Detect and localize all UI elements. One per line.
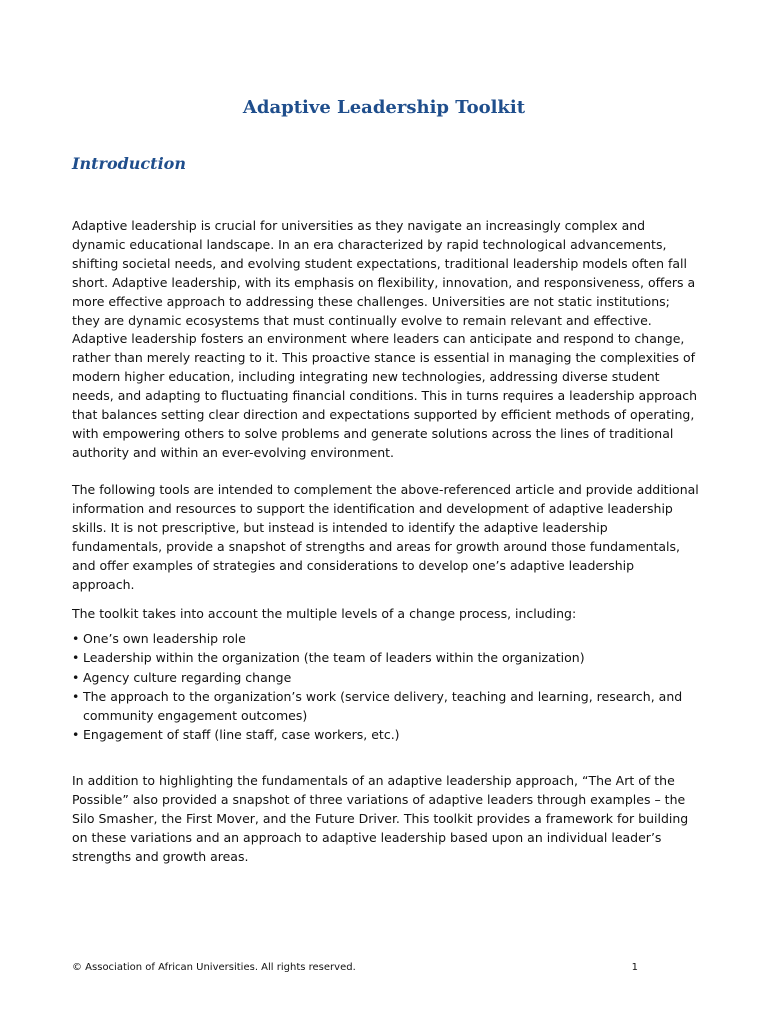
copyright-text: © Association of African Universities. All rights reserved.: [72, 962, 356, 973]
list-item: [72, 687, 700, 726]
bullet-icon: •: [72, 727, 80, 743]
list-item-text: Leadership within the organization (the team of leaders within the organization): [83, 650, 585, 666]
paragraph-toolkit-purpose: The following tools are intended to complement the above-referenced article and provide additional information and resources to support the identification and development of adaptive leadership skills. It is not prescriptive, but instead is intended to identify the adaptive leadership fundamentals, provide a snapshot of strengths and areas for growth around those fundamentals, and offer examples of strategies and considerations to develop one’s adaptive leadership approach.: [72, 482, 699, 592]
list-item-text: Engagement of staff (line staff, case workers, etc.): [83, 727, 400, 743]
list-item: [72, 648, 700, 667]
bullet-icon: •: [72, 650, 80, 666]
list-item-text: One’s own leadership role: [83, 631, 246, 646]
list-item: [72, 725, 700, 744]
bullet-icon: •: [72, 631, 80, 646]
list-item: [72, 629, 700, 648]
paragraph-change-levels-intro: The toolkit takes into account the multiple levels of a change process, including:: [72, 606, 577, 621]
change-levels-list: [72, 629, 700, 745]
list-item: [72, 668, 700, 687]
paragraph-art-of-the-possible: In addition to highlighting the fundamentals of an adaptive leadership approach, “The Art of the Possible” also provided a snapshot of three variations of adaptive leaders through examples – the Silo Smasher, the First Mover, and the Future Driver. This toolkit provides a framework for building on these variations and an approach to adaptive leadership based upon an individual leader’s strengths and growth areas.: [72, 773, 689, 864]
page-footer: [72, 962, 638, 973]
bullet-icon: •: [72, 688, 80, 704]
page-number: 1: [631, 962, 638, 973]
list-item-text: Agency culture regarding change: [83, 669, 292, 685]
section-heading-introduction: Introduction: [72, 154, 186, 173]
bullet-icon: •: [72, 669, 80, 685]
list-item-text: The approach to the organization’s work (service delivery, teaching and learning, research, and community engagement outcomes): [83, 688, 683, 724]
paragraph-adaptive-leadership: Adaptive leadership is crucial for universities as they navigate an increasingly complex and dynamic educational landscape. In an era characterized by rapid technological advancements, shifting societal needs, and evolving student expectations, traditional leadership models often fall short. Adaptive leadership, with its emphasis on flexibility, innovation, and responsiveness, offers a more effective approach to addressing these challenges. Universities are not static institutions; they are dynamic ecosystems that must continually evolve to remain relevant and effective. Adaptive leadership fosters an environment where leaders can anticipate and respond to change, rather than merely reacting to it. This proactive stance is essential in managing the complexities of modern higher education, including integrating new technologies, addressing diverse student needs, and adapting to fluctuating financial conditions. This in turns requires a leadership approach that balances setting clear direction and expectations supported by efficient methods of operating, with empowering others to solve problems and generate solutions across the lines of traditional authority and within an ever-evolving environment.: [72, 218, 698, 460]
document-title: Adaptive Leadership Toolkit: [242, 97, 526, 118]
